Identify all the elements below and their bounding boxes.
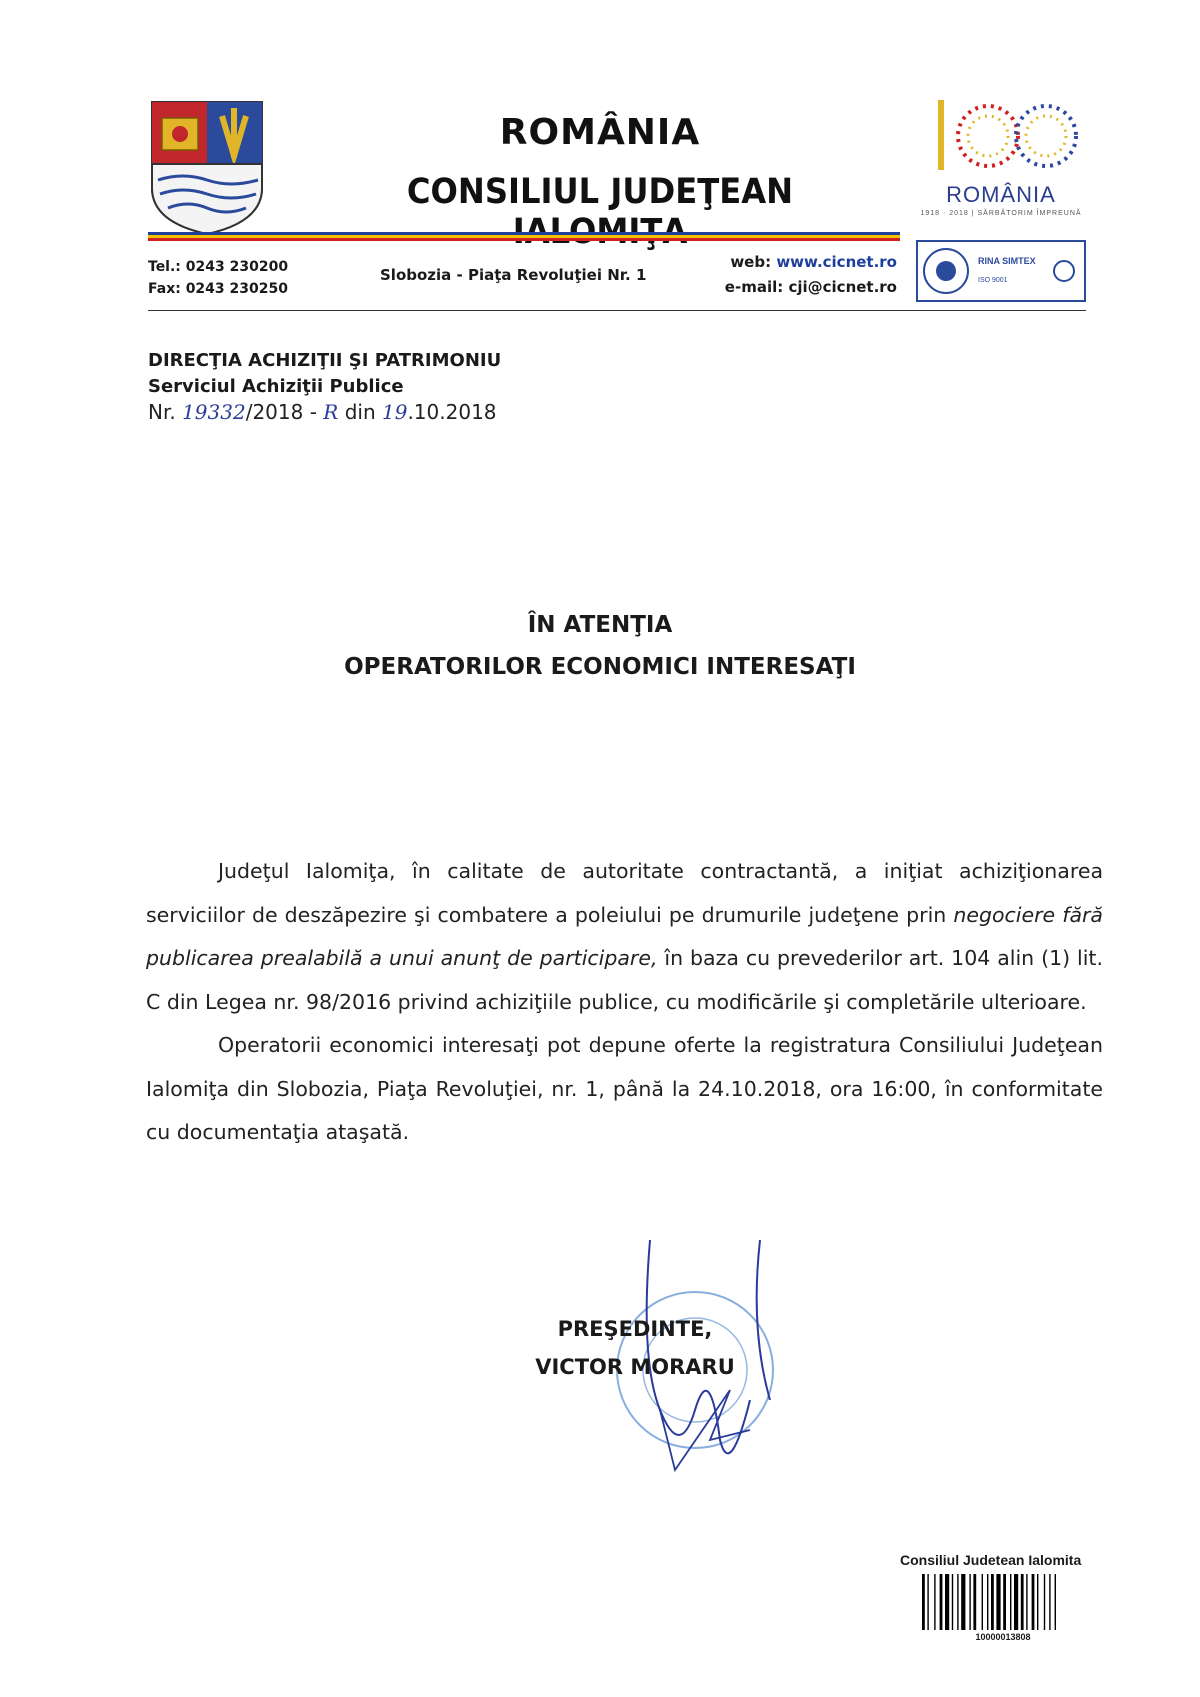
phone-fax [148,256,288,300]
barcode-icon [922,1574,1084,1630]
department-block [148,348,501,400]
flag-stripe [148,232,900,241]
heading-line-2: OPERATORILOR ECONOMICI INTERESAŢI [344,654,856,680]
web-label: web: [730,253,772,271]
day-handwritten: 19 [382,400,408,424]
notice-heading [150,604,1050,688]
date-suffix: .10.2018 [407,400,497,424]
service-name: Serviciul Achiziţii Publice [148,376,404,397]
signatory-role: PREŞEDINTE, [557,1317,713,1341]
barcode-number: 10000013808 [975,1632,1031,1642]
centenary-logo-icon [916,90,1086,230]
centenary-brand: ROMÂNIA [946,182,1056,207]
fax-number: Fax: 0243 230250 [148,281,288,297]
email-label: e-mail: [724,278,784,296]
heading-line-1: ÎN ATENŢIA [527,612,673,638]
paragraph-1: Judeţul Ialomiţa, în calitate de autoritate contractantă, a iniţiat achiziţionarea serviciilor de deszăpezire şi combatere a poleiului pe drumurile judeţene prin negociere fără publicarea prealabilă a unui anunţ de participare, în baza cu prevederilor art. 104 alin (1) lit. C din Legea nr. 98/2016 privind achiziţiile publice, cu modificările şi completările ulterioare. [146,859,1103,1014]
web-link[interactable]: www.cicnet.ro [776,253,897,271]
centenary-tagline: 1918 · 2018 | SĂRBĂTORIM ÎMPREUNĂ [920,210,1082,217]
notice-body [146,850,1103,1155]
phone-number: Tel.: 0243 230200 [148,259,289,275]
svg-text:ISO 9001: ISO 9001 [978,277,1008,284]
din-label: din [344,400,376,424]
barcode-label: Consiliul Judetean Ialomita [900,1552,1082,1568]
paragraph-2: Operatorii economici interesaţi pot depune oferte la registratura Consiliului Judeţean Ialomiţa din Slobozia, Piaţa Revoluţiei, nr. 1, până la 24.10.2018, ora 16:00, în conformitate cu documentaţia ataşată. [146,1033,1103,1144]
county-crest-icon [148,98,266,236]
signatory-name: VICTOR MORARU [535,1355,735,1379]
signatory-block [450,1310,820,1386]
council-title: CONSILIUL JUDEŢEAN [406,172,794,212]
registration-number [148,400,497,424]
nr-handwritten: 19332 [182,400,246,424]
web-contact [690,250,897,300]
header-divider [148,310,1086,311]
nr-label: Nr. [148,400,176,424]
year-suffix: /2018 - [245,400,317,424]
svg-text:RINA SIMTEX: RINA SIMTEX [978,256,1036,266]
certification-badge-icon [916,240,1086,302]
email-link[interactable]: cji@cicnet.ro [788,278,897,296]
country-title: ROMÂNIA [499,112,701,153]
postal-address: Slobozia - Piaţa Revoluţiei Nr. 1 [380,266,647,284]
department-name: DIRECŢIA ACHIZIŢII ŞI PATRIMONIU [148,350,502,371]
letter-handwritten: R [323,400,339,424]
